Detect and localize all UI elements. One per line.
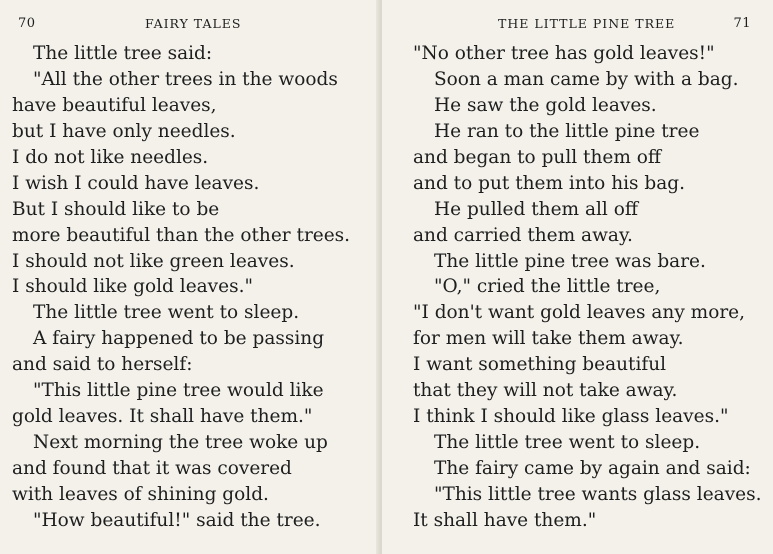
text-line: I should not like green leaves.	[12, 250, 295, 272]
right-page	[382, 0, 773, 554]
text-line: He ran to the little pine tree	[434, 120, 700, 142]
right-running-title: THE LITTLE PINE TREE	[498, 16, 676, 31]
right-page-text	[413, 41, 761, 534]
left-running-title: FAIRY TALES	[145, 16, 242, 31]
text-line: but I have only needles.	[12, 120, 236, 142]
right-page-number: 71	[733, 16, 751, 31]
text-line: I think I should like glass leaves."	[413, 406, 729, 428]
left-page-number: 70	[18, 16, 36, 31]
text-line: for men will take them away.	[413, 328, 684, 350]
text-line: more beautiful than the other trees.	[12, 224, 351, 246]
text-line: and to put them into his bag.	[413, 172, 685, 194]
text-line: But I should like to be	[12, 198, 220, 220]
text-line: The little tree went to sleep.	[434, 432, 701, 454]
text-line: I want something beautiful	[413, 354, 667, 376]
text-line: "All the other trees in the woods	[33, 68, 338, 90]
text-line: He pulled them all off	[434, 198, 638, 220]
text-line: "How beautiful!" said the tree.	[33, 509, 321, 531]
text-line: "This little pine tree would like	[33, 380, 324, 402]
text-line: Soon a man came by with a bag.	[434, 68, 739, 90]
text-line: and said to herself:	[12, 354, 193, 376]
text-line: and found that it was covered	[12, 458, 292, 479]
text-line: "I don't want gold leaves any more,	[413, 302, 746, 324]
text-line: Next morning the tree woke up	[33, 432, 328, 454]
left-page	[0, 0, 380, 554]
text-line: It shall have them."	[413, 509, 597, 531]
text-line: have beautiful leaves,	[12, 94, 217, 116]
text-line: The fairy came by again and said:	[434, 458, 751, 479]
text-line: "No other tree has gold leaves!"	[413, 43, 715, 64]
text-line: The little pine tree was bare.	[434, 250, 706, 272]
text-line: The little tree went to sleep.	[33, 302, 300, 324]
text-line: I wish I could have leaves.	[12, 172, 260, 194]
text-line: I should like gold leaves."	[12, 276, 253, 298]
text-line: I do not like needles.	[12, 146, 209, 168]
text-line: and began to pull them off	[413, 146, 662, 168]
text-line: and carried them away.	[413, 224, 633, 246]
left-page-header	[0, 16, 380, 34]
text-line: with leaves of shining gold.	[12, 483, 269, 505]
text-line: that they will not take away.	[413, 380, 678, 402]
text-line: A fairy happened to be passing	[33, 328, 325, 350]
text-line: "This little tree wants glass leaves.	[434, 483, 762, 505]
text-line: He saw the gold leaves.	[434, 94, 657, 116]
text-line: The little tree said:	[33, 43, 213, 64]
left-page-text	[12, 41, 350, 534]
right-page-header	[382, 16, 773, 34]
text-line: gold leaves. It shall have them."	[12, 406, 313, 428]
text-line: "O," cried the little tree,	[434, 276, 661, 298]
